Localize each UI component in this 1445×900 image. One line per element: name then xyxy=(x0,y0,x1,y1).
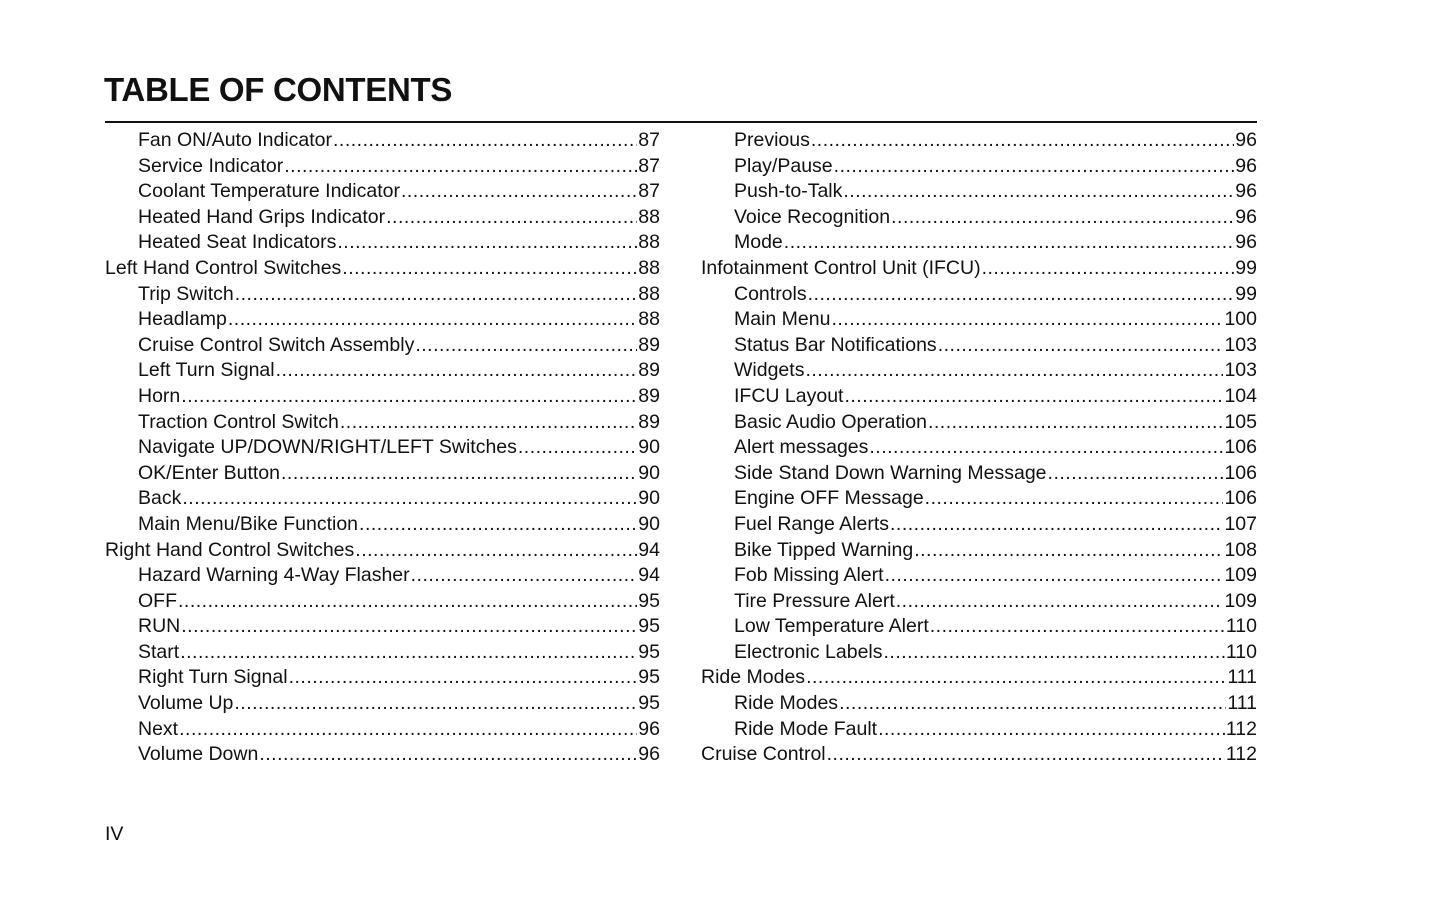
dot-leader xyxy=(1048,461,1224,487)
toc-entry-page: 95 xyxy=(638,589,660,612)
dot-leader xyxy=(827,742,1225,768)
dot-leader xyxy=(235,282,638,308)
toc-subsection-entry[interactable] xyxy=(701,512,1257,538)
toc-entry-label: OFF xyxy=(138,589,177,612)
toc-subsection-entry[interactable] xyxy=(105,486,660,512)
toc-entry-label: Basic Audio Operation xyxy=(734,410,927,433)
toc-entry-page: 96 xyxy=(1235,231,1257,254)
toc-entry-label: Back xyxy=(138,487,182,510)
dot-leader xyxy=(355,538,637,564)
toc-entry-page: 96 xyxy=(638,743,660,766)
toc-entry-page: 104 xyxy=(1224,384,1257,407)
dot-leader xyxy=(228,307,637,333)
toc-subsection-entry[interactable] xyxy=(701,589,1257,615)
dot-leader xyxy=(982,256,1235,282)
toc-entry-page: 112 xyxy=(1225,743,1257,766)
toc-entry-label: RUN xyxy=(138,615,181,638)
dot-leader xyxy=(806,665,1226,691)
dot-leader xyxy=(518,435,637,461)
toc-entry-label: Main Menu xyxy=(734,308,831,331)
toc-entry-page: 108 xyxy=(1224,538,1257,561)
toc-entry-page: 87 xyxy=(638,154,660,177)
dot-leader xyxy=(811,128,1234,154)
toc-entry-label: Left Turn Signal xyxy=(138,359,275,382)
dot-leader xyxy=(885,563,1224,589)
toc-entry-label: Traction Control Switch xyxy=(138,410,339,433)
toc-entry-label: Volume Up xyxy=(138,692,234,715)
toc-entry-page: 90 xyxy=(638,436,660,459)
toc-section-entry[interactable] xyxy=(701,742,1257,768)
toc-entry-label: Side Stand Down Warning Message xyxy=(734,461,1047,484)
toc-subsection-entry[interactable] xyxy=(105,717,660,743)
toc-subsection-entry[interactable] xyxy=(701,640,1257,666)
toc-entry-page: 90 xyxy=(638,512,660,535)
dot-leader xyxy=(182,486,637,512)
toc-entry-page: 96 xyxy=(1235,205,1257,228)
toc-entry-page: 95 xyxy=(638,666,660,689)
toc-entry-page: 90 xyxy=(638,487,660,510)
dot-leader xyxy=(896,589,1224,615)
toc-subsection-entry[interactable] xyxy=(105,358,660,384)
toc-entry-page: 106 xyxy=(1224,487,1257,510)
toc-entry-page: 94 xyxy=(638,538,660,561)
toc-entry-page: 111 xyxy=(1227,666,1257,689)
dot-leader xyxy=(337,230,637,256)
toc-entry-label: Voice Recognition xyxy=(734,205,891,228)
toc-subsection-entry[interactable] xyxy=(105,307,660,333)
toc-subsection-entry[interactable] xyxy=(105,435,660,461)
toc-entry-label: Right Hand Control Switches xyxy=(105,538,355,561)
toc-entry-label: Navigate UP/DOWN/RIGHT/LEFT Switches xyxy=(138,436,517,459)
toc-subsection-entry[interactable] xyxy=(105,461,660,487)
toc-entry-label: Service Indicator xyxy=(138,154,284,177)
toc-entry-page: 88 xyxy=(638,205,660,228)
toc-entry-page: 89 xyxy=(638,384,660,407)
dot-leader xyxy=(808,282,1235,308)
toc-subsection-entry[interactable] xyxy=(105,589,660,615)
dot-leader xyxy=(234,691,637,717)
toc-subsection-entry[interactable] xyxy=(701,358,1257,384)
dot-leader xyxy=(289,665,638,691)
toc-subsection-entry[interactable] xyxy=(105,614,660,640)
dot-leader xyxy=(181,614,637,640)
dot-leader xyxy=(805,358,1223,384)
toc-subsection-entry[interactable] xyxy=(701,307,1257,333)
dot-leader xyxy=(259,742,637,768)
dot-leader xyxy=(869,435,1223,461)
toc-entry-page: 96 xyxy=(1235,180,1257,203)
dot-leader xyxy=(925,486,1224,512)
toc-entry-page: 87 xyxy=(638,129,660,151)
toc-subsection-entry[interactable] xyxy=(105,333,660,359)
page-number: IV xyxy=(105,823,124,845)
toc-entry-page: 110 xyxy=(1225,640,1257,663)
toc-entry-page: 96 xyxy=(1235,129,1257,151)
toc-entry-label: Fuel Range Alerts xyxy=(734,512,890,535)
toc-entry-page: 106 xyxy=(1224,436,1257,459)
toc-entry-label: Electronic Labels xyxy=(734,640,883,663)
toc-entry-page: 111 xyxy=(1227,692,1257,715)
toc-entry-label: Volume Down xyxy=(138,743,259,766)
toc-entry-page: 110 xyxy=(1225,615,1257,638)
dot-leader xyxy=(386,205,637,231)
toc-entry-label: Horn xyxy=(138,384,181,407)
dot-leader xyxy=(401,179,637,205)
toc-entry-page: 95 xyxy=(638,692,660,715)
toc-section-entry[interactable] xyxy=(701,256,1257,282)
toc-entry-page: 107 xyxy=(1224,512,1257,535)
dot-leader xyxy=(928,410,1224,436)
toc-entry-page: 99 xyxy=(1235,256,1257,279)
toc-entry-label: IFCU Layout xyxy=(734,384,844,407)
toc-entry-label: Play/Pause xyxy=(734,154,833,177)
dot-leader xyxy=(831,307,1223,333)
toc-section-entry[interactable] xyxy=(701,665,1257,691)
toc-entry-page: 105 xyxy=(1224,410,1257,433)
toc-subsection-entry[interactable] xyxy=(105,384,660,410)
toc-entry-page: 88 xyxy=(638,308,660,331)
toc-subsection-entry[interactable] xyxy=(105,512,660,538)
dot-leader xyxy=(179,717,637,743)
toc-entry-label: Widgets xyxy=(734,359,805,382)
toc-entry-page: 89 xyxy=(638,410,660,433)
toc-entry-label: Start xyxy=(138,640,180,663)
toc-subsection-entry[interactable] xyxy=(701,563,1257,589)
dot-leader xyxy=(930,614,1225,640)
toc-entry-page: 88 xyxy=(638,231,660,254)
toc-entry-page: 88 xyxy=(638,282,660,305)
dot-leader xyxy=(878,717,1225,743)
toc-entry-page: 106 xyxy=(1224,461,1257,484)
toc-entry-page: 89 xyxy=(638,359,660,382)
toc-entry-page: 94 xyxy=(638,564,660,587)
toc-entry-label: Heated Hand Grips Indicator xyxy=(138,205,386,228)
toc-subsection-entry[interactable] xyxy=(701,461,1257,487)
toc-entry-page: 109 xyxy=(1224,589,1257,612)
dot-leader xyxy=(890,512,1223,538)
toc-subsection-entry[interactable] xyxy=(105,640,660,666)
toc-entry-page: 100 xyxy=(1224,308,1257,331)
dot-leader xyxy=(914,538,1223,564)
toc-right-column xyxy=(701,128,1257,768)
toc-entry-label: Ride Modes xyxy=(701,666,806,689)
toc-entry-label: Controls xyxy=(734,282,807,305)
toc-entry-label: Bike Tipped Warning xyxy=(734,538,914,561)
dot-leader xyxy=(415,333,637,359)
toc-entry-label: Previous xyxy=(734,129,810,151)
toc-subsection-entry[interactable] xyxy=(701,410,1257,436)
toc-subsection-entry[interactable] xyxy=(701,538,1257,564)
toc-entry-label: Hazard Warning 4-Way Flasher xyxy=(138,564,410,587)
toc-entry-page: 87 xyxy=(638,180,660,203)
toc-subsection-entry[interactable] xyxy=(701,333,1257,359)
toc-subsection-entry[interactable] xyxy=(105,665,660,691)
dot-leader xyxy=(884,640,1225,666)
toc-entry-page: 95 xyxy=(638,640,660,663)
toc-entry-page: 109 xyxy=(1224,564,1257,587)
toc-subsection-entry[interactable] xyxy=(105,230,660,256)
toc-subsection-entry[interactable] xyxy=(105,282,660,308)
toc-entry-label: Fan ON/Auto Indicator xyxy=(138,129,333,151)
toc-entry-label: Status Bar Notifications xyxy=(734,333,937,356)
dot-leader xyxy=(843,179,1234,205)
toc-subsection-entry[interactable] xyxy=(701,179,1257,205)
toc-subsection-entry[interactable] xyxy=(105,205,660,231)
dot-leader xyxy=(839,691,1226,717)
toc-subsection-entry[interactable] xyxy=(701,205,1257,231)
dot-leader xyxy=(784,230,1235,256)
dot-leader xyxy=(342,256,637,282)
toc-entry-page: 95 xyxy=(638,615,660,638)
toc-subsection-entry[interactable] xyxy=(105,179,660,205)
toc-subsection-entry[interactable] xyxy=(701,435,1257,461)
toc-entry-page: 96 xyxy=(1235,154,1257,177)
toc-entry-page: 96 xyxy=(638,717,660,740)
dot-leader xyxy=(178,589,637,615)
toc-subsection-entry[interactable] xyxy=(105,742,660,768)
toc-section-entry[interactable] xyxy=(105,256,660,282)
toc-subsection-entry[interactable] xyxy=(701,230,1257,256)
toc-entry-label: Tire Pressure Alert xyxy=(734,589,895,612)
toc-entry-label: Fob Missing Alert xyxy=(734,564,884,587)
toc-entry-label: Coolant Temperature Indicator xyxy=(138,180,400,203)
toc-entry-label: Trip Switch xyxy=(138,282,234,305)
toc-entry-page: 88 xyxy=(638,256,660,279)
toc-entry-page: 103 xyxy=(1224,359,1257,382)
dot-leader xyxy=(834,154,1235,180)
dot-leader xyxy=(359,512,637,538)
toc-entry-page: 90 xyxy=(638,461,660,484)
toc-entry-label: Low Temperature Alert xyxy=(734,615,929,638)
toc-subsection-entry[interactable] xyxy=(105,563,660,589)
toc-subsection-entry[interactable] xyxy=(701,717,1257,743)
dot-leader xyxy=(411,563,638,589)
dot-leader xyxy=(340,410,637,436)
toc-section-entry[interactable] xyxy=(105,538,660,564)
toc-subsection-entry[interactable] xyxy=(105,691,660,717)
toc-entry-label: Ride Modes xyxy=(734,692,839,715)
toc-subsection-entry[interactable] xyxy=(701,282,1257,308)
toc-subsection-entry[interactable] xyxy=(105,154,660,180)
toc-entry-label: Main Menu/Bike Function xyxy=(138,512,359,535)
toc-entry-label: Cruise Control Switch Assembly xyxy=(138,333,415,356)
toc-left-column xyxy=(105,128,660,768)
toc-entry-label: OK/Enter Button xyxy=(138,461,280,484)
toc-entry-label: Infotainment Control Unit (IFCU) xyxy=(701,256,981,279)
toc-entry-label: Alert messages xyxy=(734,436,869,459)
toc-entry-page: 112 xyxy=(1225,717,1257,740)
toc-subsection-entry[interactable] xyxy=(701,384,1257,410)
toc-entry-page: 89 xyxy=(638,333,660,356)
toc-subsection-entry[interactable] xyxy=(701,154,1257,180)
page-title: TABLE OF CONTENTS xyxy=(104,71,453,108)
toc-entry-label: Next xyxy=(138,717,179,740)
toc-entry-label: Push-to-Talk xyxy=(734,180,843,203)
dot-leader xyxy=(284,154,637,180)
dot-leader xyxy=(281,461,637,487)
toc-entry-page: 99 xyxy=(1235,282,1257,305)
toc-entry-label: Mode xyxy=(734,231,783,254)
title-divider xyxy=(105,121,1257,123)
dot-leader xyxy=(276,358,638,384)
toc-subsection-entry[interactable] xyxy=(701,486,1257,512)
toc-entry-label: Left Hand Control Switches xyxy=(105,256,342,279)
toc-subsection-entry[interactable] xyxy=(105,410,660,436)
toc-entry-label: Cruise Control xyxy=(701,743,826,766)
toc-subsection-entry[interactable] xyxy=(701,614,1257,640)
dot-leader xyxy=(938,333,1224,359)
dot-leader xyxy=(891,205,1234,231)
toc-entry-label: Heated Seat Indicators xyxy=(138,231,337,254)
dot-leader xyxy=(333,128,637,154)
toc-entry-label: Right Turn Signal xyxy=(138,666,288,689)
toc-entry-page: 103 xyxy=(1224,333,1257,356)
dot-leader xyxy=(180,640,637,666)
dot-leader xyxy=(844,384,1223,410)
toc-entry-label: Headlamp xyxy=(138,308,227,331)
toc-subsection-entry[interactable] xyxy=(701,691,1257,717)
toc-subsection-entry[interactable] xyxy=(701,128,1257,154)
toc-entry-label: Engine OFF Message xyxy=(734,487,924,510)
dot-leader xyxy=(181,384,637,410)
toc-subsection-entry[interactable] xyxy=(105,128,660,154)
toc-entry-label: Ride Mode Fault xyxy=(734,717,878,740)
